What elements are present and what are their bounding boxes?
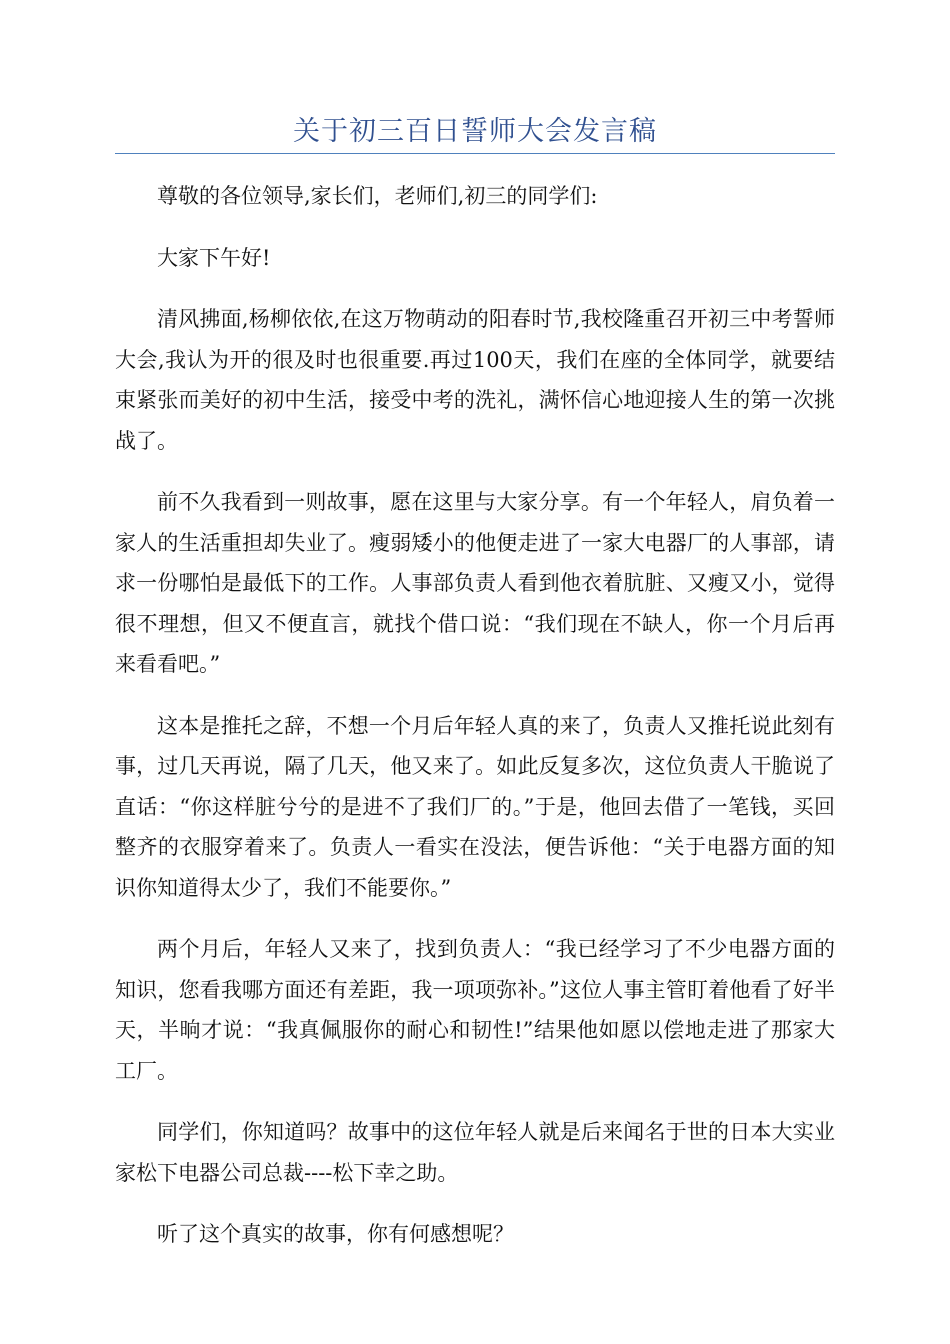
- document-title: 关于初三百日誓师大会发言稿: [293, 116, 657, 147]
- paragraph-story-2: 这本是推托之辞，不想一个月后年轻人真的来了，负责人又推托说此刻有事，过几天再说，隔了几天，他又来了。如此反复多次，这位负责人干脆说了直话：“你这样脏兮兮的是进不了我们厂的。”于是，他回去借了一笔钱，买回整齐的衣服穿着来了。负责人一看实在没法，便告诉他：“关于电器方面的知识你知道得太少了，我们不能要你。”: [115, 713, 835, 900]
- paragraph-greeting: 大家下午好!: [157, 245, 271, 270]
- document-body: [115, 176, 835, 1276]
- paragraph-salutation: 尊敬的各位领导,家长们，老师们,初三的同学们:: [157, 184, 598, 208]
- title-underline: [115, 153, 835, 154]
- paragraph-opening: 清风拂面,杨柳依依,在这万物萌动的阳春时节,我校隆重召开初三中考誓师大会,我认为开的很及时也很重要.再过100天，我们在座的全体同学，就要结束紧张而美好的初中生活，接受中考的洗礼，满怀信心地迎接人生的第一次挑战了。: [115, 307, 835, 453]
- paragraph-story-3: 两个月后，年轻人又来了，找到负责人：“我已经学习了不少电器方面的知识，您看我哪方面还有差距，我一项项弥补。”这位人事主管盯着他看了好半天，半晌才说：“我真佩服你的耐心和韧性!”结果他如愿以偿地走进了那家大工厂。: [115, 937, 835, 1083]
- paragraph-question: 听了这个真实的故事，你有何感想呢？: [157, 1222, 514, 1246]
- paragraph-story-1: 前不久我看到一则故事，愿在这里与大家分享。有一个年轻人，肩负着一家人的生活重担却失业了。瘦弱矮小的他便走进了一家大电器厂的人事部，请求一份哪怕是最低下的工作。人事部负责人看到他衣着肮脏、又瘦又小，觉得很不理想，但又不便直言，就找个借口说：“我们现在不缺人，你一个月后再来看看吧。”: [115, 490, 835, 676]
- paragraph-reveal: 同学们，你知道吗？故事中的这位年轻人就是后来闻名于世的日本大实业家松下电器公司总裁----松下幸之助。: [115, 1120, 835, 1185]
